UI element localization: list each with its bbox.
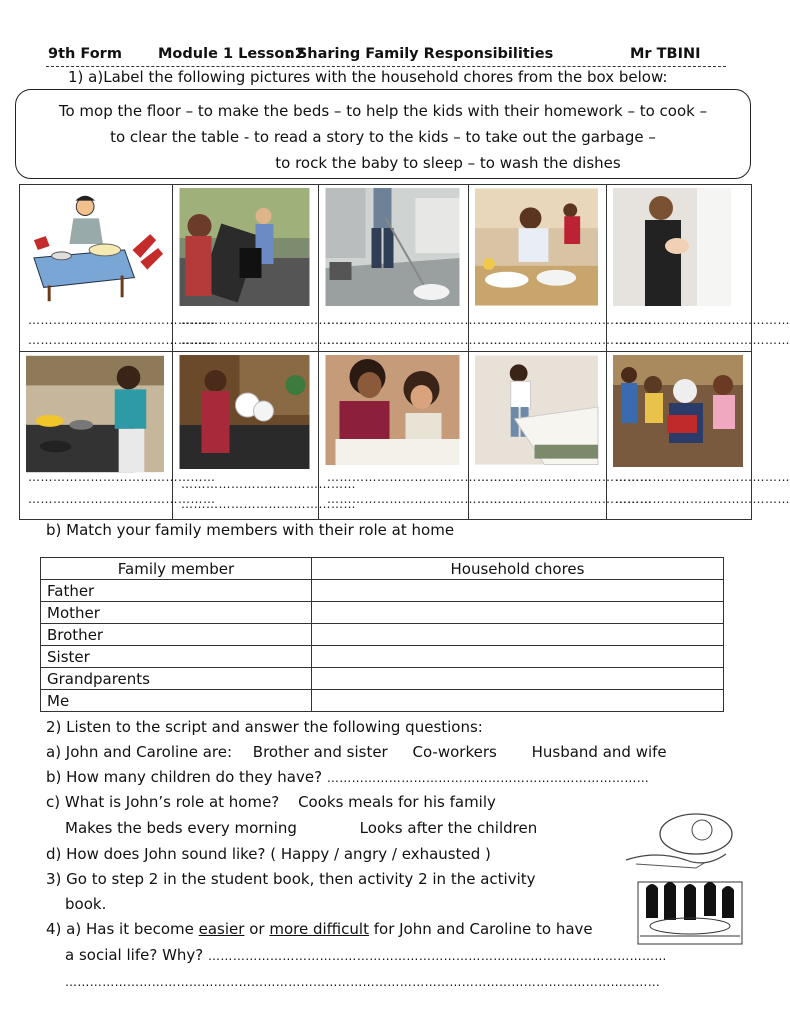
question-2a-label: a) John and Caroline are: [46, 743, 233, 761]
wash-dishes-photo [179, 355, 310, 469]
chore-answer-cell[interactable] [312, 690, 724, 712]
family-roles-table [40, 557, 724, 712]
picture-cell [319, 185, 515, 352]
table-row [41, 646, 724, 668]
mop-floor-photo [325, 188, 460, 306]
option-cooks-meals[interactable]: Cooks meals for his family [298, 793, 496, 811]
question-4a-line-2 [65, 946, 667, 964]
question-2d: d) How does John sound like? ( Happy / angry / exhausted ) [46, 845, 491, 863]
chore-answer-cell[interactable] [312, 624, 724, 646]
picture-cell [469, 352, 652, 519]
module-label: Module 1 Lesson2 [158, 46, 305, 62]
chores-line-2: to clear the table - to read a story to the kids – to take out the garbage – [110, 128, 656, 146]
answer-dots: …………………………………… [477, 313, 652, 327]
question-4a-line-3 [65, 972, 660, 990]
chore-answer-cell[interactable] [312, 580, 724, 602]
clear-table-illustration [26, 188, 164, 306]
family-member-cell: Sister [41, 646, 312, 668]
rock-baby-photo [613, 188, 731, 306]
question-4a-or: or [244, 920, 270, 938]
question-2a [46, 743, 667, 761]
answer-dots: ……………………………………… [28, 313, 216, 327]
picture-cell [20, 352, 216, 519]
option-more-difficult: more difficult [269, 920, 369, 938]
worksheet-header [46, 44, 726, 67]
option-husband-wife[interactable]: Husband and wife [531, 743, 667, 761]
cooking-photo [26, 355, 164, 473]
table-header-row [41, 558, 724, 580]
answer-dots: …………………………………… [477, 470, 652, 484]
family-member-cell: Father [41, 580, 312, 602]
family-member-cell: Brother [41, 624, 312, 646]
answer-dots: …………………………………… [477, 333, 652, 347]
question-2c-text: c) What is John’s role at home? [46, 793, 280, 811]
question-4a-post: for John and Caroline to have [368, 920, 593, 938]
picture-cell [319, 352, 515, 519]
picture-cell [173, 352, 356, 519]
picture-cell [607, 185, 790, 352]
chore-answer-cell[interactable] [312, 602, 724, 624]
table-row [41, 580, 724, 602]
answer-dots: ……………………………………… [28, 470, 216, 484]
question-1a: 1) a)Label the following pictures with the household chores from the box below: [68, 68, 668, 86]
stressed-parents-illustration [616, 808, 746, 948]
picture-grid [19, 184, 790, 520]
read-story-photo [613, 355, 743, 467]
question-4a-pre: 4) a) Has it become [46, 920, 199, 938]
answer-dots: …………………………………… [181, 477, 356, 491]
answer-dots: …………………………………… [615, 313, 790, 327]
option-co-workers[interactable]: Co-workers [412, 743, 497, 761]
answer-dots: …………………………………… [615, 492, 790, 506]
option-makes-beds[interactable]: Makes the beds every morning [65, 819, 297, 837]
homework-help-photo [325, 355, 460, 465]
answer-dots: ……………………………………… [327, 333, 515, 347]
chores-line-3: to rock the baby to sleep – to wash the dishes [275, 154, 621, 172]
picture-cell [173, 185, 356, 352]
column-header: Family member [41, 558, 312, 580]
chores-line-1: To mop the floor – to make the beds – to help the kids with their homework – to cook – [58, 102, 708, 120]
column-header: Household chores [312, 558, 724, 580]
picture-cell [469, 185, 652, 352]
chore-answer-cell[interactable] [312, 668, 724, 690]
question-2c-options [65, 819, 537, 837]
answer-dots: ……………………………………… [327, 313, 515, 327]
garbage-photo [179, 188, 310, 306]
table-row [41, 602, 724, 624]
table-row [41, 690, 724, 712]
answer-dots: ……………………………………… [28, 492, 216, 506]
question-1b: b) Match your family members with their role at home [46, 521, 455, 539]
table-row [41, 668, 724, 690]
option-looks-after-children[interactable]: Looks after the children [359, 819, 538, 837]
family-member-cell: Mother [41, 602, 312, 624]
question-3-line-2: book. [65, 895, 107, 913]
question-3-line-1: 3) Go to step 2 in the student book, then activity 2 in the activity [46, 870, 536, 888]
teacher-name: Mr TBINI [630, 46, 701, 62]
answer-dots: …………………………………… [181, 497, 356, 511]
picture-cell [607, 352, 790, 519]
option-easier: easier [198, 920, 245, 938]
chores-box [15, 89, 751, 179]
picture-cell [20, 185, 216, 352]
answer-dots: …………………………………… [477, 492, 652, 506]
question-4a-why: a social life? Why? [65, 946, 209, 964]
question-2b [46, 768, 649, 786]
answer-dots[interactable]: ………………………………………………………………………………………………… [208, 949, 667, 963]
answer-dots: …………………………………… [181, 333, 356, 347]
question-2b-text: b) How many children do they have? [46, 768, 327, 786]
table-row [41, 624, 724, 646]
answer-dots: …………………………………… [615, 470, 790, 484]
question-2c [46, 793, 496, 811]
family-member-cell: Me [41, 690, 312, 712]
question-2-title: 2) Listen to the script and answer the following questions: [46, 718, 483, 736]
chore-answer-cell[interactable] [312, 646, 724, 668]
answer-dots[interactable]: ……………………………………………………………………………………………………………………………… [65, 975, 661, 989]
make-bed-photo [475, 355, 598, 465]
family-member-cell: Grandparents [41, 668, 312, 690]
answer-dots[interactable]: …………………………………………………………………… [326, 771, 650, 785]
lesson-title: : Sharing Family Responsibilities [286, 46, 554, 62]
cook-family-photo [475, 188, 598, 306]
form-label: 9th Form [48, 46, 122, 62]
answer-dots: ……………………………………… [28, 333, 216, 347]
option-brother-sister[interactable]: Brother and sister [252, 743, 388, 761]
answer-dots: …………………………………… [181, 313, 356, 327]
answer-dots: ……………………………………… [327, 470, 515, 484]
question-4a [46, 920, 593, 938]
answer-dots: …………………………………… [615, 333, 790, 347]
answer-dots: ……………………………………… [327, 492, 515, 506]
